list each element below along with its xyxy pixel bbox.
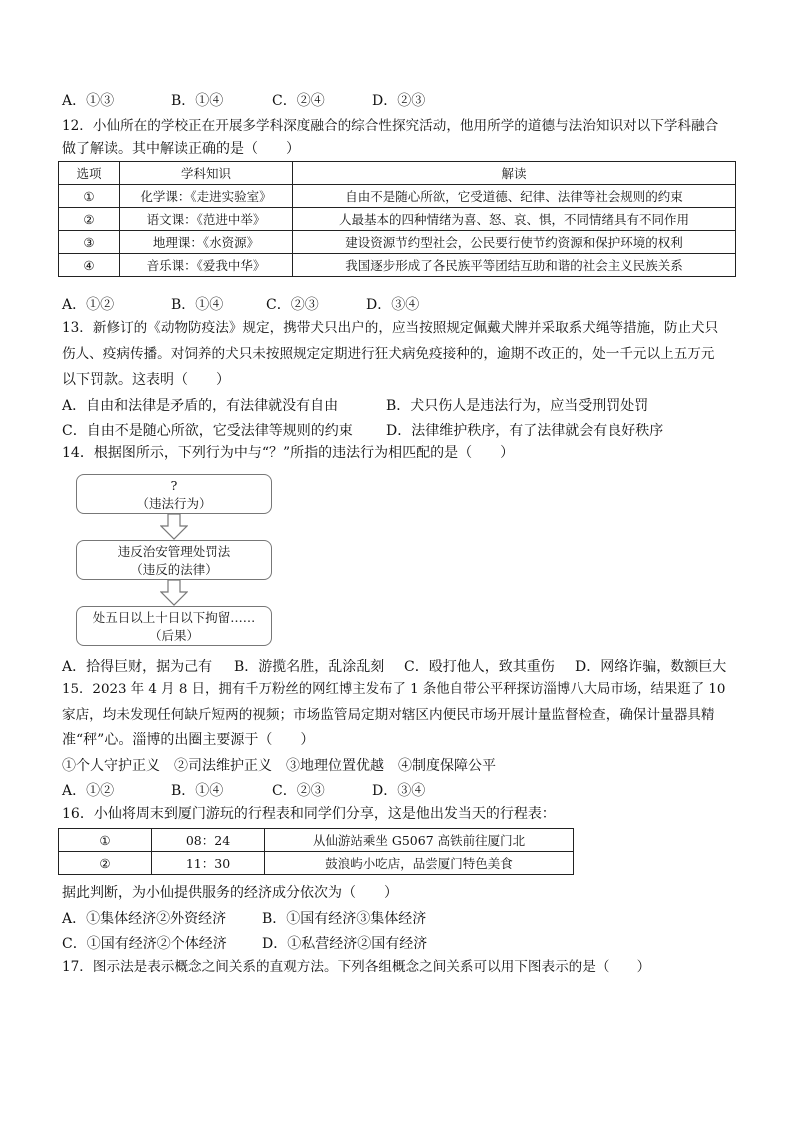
q11-option-c: C．②④: [272, 93, 325, 109]
flow-box-caption: （违法行为）: [136, 496, 212, 511]
q13-option-c: C．自由不是随心所欲，它受法律等规则的约束: [62, 423, 353, 439]
down-arrow-icon: [160, 580, 188, 606]
q16-stem: 16．小仙将周末到厦门游玩的行程表和同学们分享，这是他出发当天的行程表：: [62, 806, 556, 822]
flow-box-title: ?: [170, 478, 178, 493]
flow-box-law: [76, 540, 272, 580]
q15-stem-line1: 15．2023 年 4 月 8 日，拥有千万粉丝的网红博主发布了 1 条他自带公平秤探访淄博八大局市场，结果逛了 10: [62, 682, 726, 697]
table-row: [59, 829, 574, 852]
q15-option-b: B．①④: [171, 783, 224, 799]
q16-option-c: C．①国有经济②个体经济: [62, 936, 227, 952]
q11-option-b: B．①④: [171, 93, 224, 109]
table-cell: 11：30: [152, 852, 265, 875]
flow-box-title: 处五日以上十日以下拘留……: [92, 610, 256, 625]
q13-stem-line2: 伤人、疫病传播。对饲养的犬只未按照规定定期进行狂犬病免疫接种的，逾期不改正的，处一千元以上五万元: [62, 346, 715, 362]
table-row: [59, 185, 736, 208]
q17-stem: 17．图示法是表示概念之间关系的直观方法。下列各组概念之间关系可以用下图表示的是（ ）: [62, 959, 651, 975]
q13-stem-line3: 以下罚款。这表明（ ）: [62, 372, 230, 388]
table-row: [59, 254, 736, 277]
table-cell: 鼓浪屿小吃店，品尝厦门特色美食: [265, 852, 574, 875]
q16-question: 据此判断，为小仙提供服务的经济成分依次为（ ）: [62, 885, 398, 901]
flow-box-caption: （后果）: [148, 628, 199, 643]
q16-itinerary-table: [58, 828, 574, 875]
q12-option-c: C．②③: [266, 297, 319, 313]
q14-option-c: C．殴打他人，致其重伤: [404, 659, 555, 675]
q14-stem: 14．根据图所示，下列行为中与“？”所指的违法行为相匹配的是（ ）: [62, 445, 515, 461]
table-header: 学科知识: [120, 162, 293, 185]
table-cell: 08：24: [152, 829, 265, 852]
q13-option-a: A．自由和法律是矛盾的，有法律就没有自由: [62, 398, 339, 414]
q12-option-a: A．①②: [62, 297, 115, 313]
table-row: [59, 208, 736, 231]
q16-option-d: D．①私营经济②国有经济: [262, 936, 428, 952]
q13-stem-line1: 13．新修订的《动物防疫法》规定，携带犬只出户的，应当按照规定佩戴犬牌并采取系犬绳等措施，防止犬只: [62, 320, 719, 336]
q13-option-b: B．犬只伤人是违法行为，应当受刑罚处罚: [386, 398, 649, 414]
q12-option-b: B．①④: [171, 297, 224, 313]
flow-box-caption: （违反的法律）: [130, 562, 218, 577]
q15-stem-line3: 准“秤”心。淄博的出圈主要源于（ ）: [62, 732, 315, 748]
table-cell: 音乐课：《爱我中华》: [120, 254, 293, 277]
table-cell: 我国逐步形成了各民族平等团结互助和谐的社会主义民族关系: [293, 254, 736, 277]
q16-option-a: A．①集体经济②外资经济: [62, 911, 227, 927]
q11-option-d: D．②③: [372, 93, 426, 109]
table-cell: 从仙游站乘坐 G5067 高铁前往厦门北: [265, 829, 574, 852]
table-header: 选项: [59, 162, 120, 185]
q12-stem-line2: 做了解读。其中解读正确的是（ ）: [62, 141, 300, 157]
q16-option-b: B．①国有经济③集体经济: [262, 911, 427, 927]
q15-option-a: A．①②: [62, 783, 115, 799]
q13-option-d: D．法律维护秩序，有了法律就会有良好秩序: [386, 423, 664, 439]
table-header-row: [59, 162, 736, 185]
table-row: [59, 231, 736, 254]
table-cell: 地理课：《水资源》: [120, 231, 293, 254]
table-cell: ①: [59, 185, 120, 208]
q14-option-a: A．拾得巨财，据为己有: [62, 659, 213, 675]
table-header: 解读: [293, 162, 736, 185]
q12-stem-line1: 12．小仙所在的学校正在开展多学科深度融合的综合性探究活动，他用所学的道德与法治知识对以下学科融合: [62, 118, 719, 134]
table-cell: 自由不是随心所欲，它受道德、纪律、法律等社会规则的约束: [293, 185, 736, 208]
table-cell: 化学课：《走进实验室》: [120, 185, 293, 208]
flow-box-consequence: [76, 606, 272, 646]
table-cell: ②: [59, 852, 152, 875]
q15-option-d: D．③④: [372, 783, 426, 799]
table-row: [59, 852, 574, 875]
flow-box-title: 违反治安管理处罚法: [117, 544, 231, 559]
down-arrow-icon: [160, 514, 188, 540]
q15-stem-line2: 家店，均未发现任何缺斤短两的视频；市场监管局定期对辖区内便民市场开展计量监督检查，确保计量器具精: [62, 707, 715, 723]
table-cell: 语文课：《范进中举》: [120, 208, 293, 231]
table-cell: ③: [59, 231, 120, 254]
q15-items: ①个人守护正义 ②司法维护正义 ③地理位置优越 ④制度保障公平: [62, 758, 496, 774]
q15-option-c: C．②③: [272, 783, 325, 799]
q14-option-d: D．网络诈骗，数额巨大: [575, 659, 727, 675]
q12-option-d: D．③④: [366, 297, 420, 313]
table-cell: 人最基本的四种情绪为喜、怒、哀、惧，不同情绪具有不同作用: [293, 208, 736, 231]
flow-box-violation: [76, 474, 272, 514]
table-cell: 建设资源节约型社会，公民要行使节约资源和保护环境的权利: [293, 231, 736, 254]
q11-option-a: A．①③: [62, 93, 115, 109]
q14-option-b: B．游揽名胜，乱涂乱刻: [234, 659, 385, 675]
table-cell: ④: [59, 254, 120, 277]
q12-table: [58, 161, 736, 277]
table-cell: ①: [59, 829, 152, 852]
table-cell: ②: [59, 208, 120, 231]
